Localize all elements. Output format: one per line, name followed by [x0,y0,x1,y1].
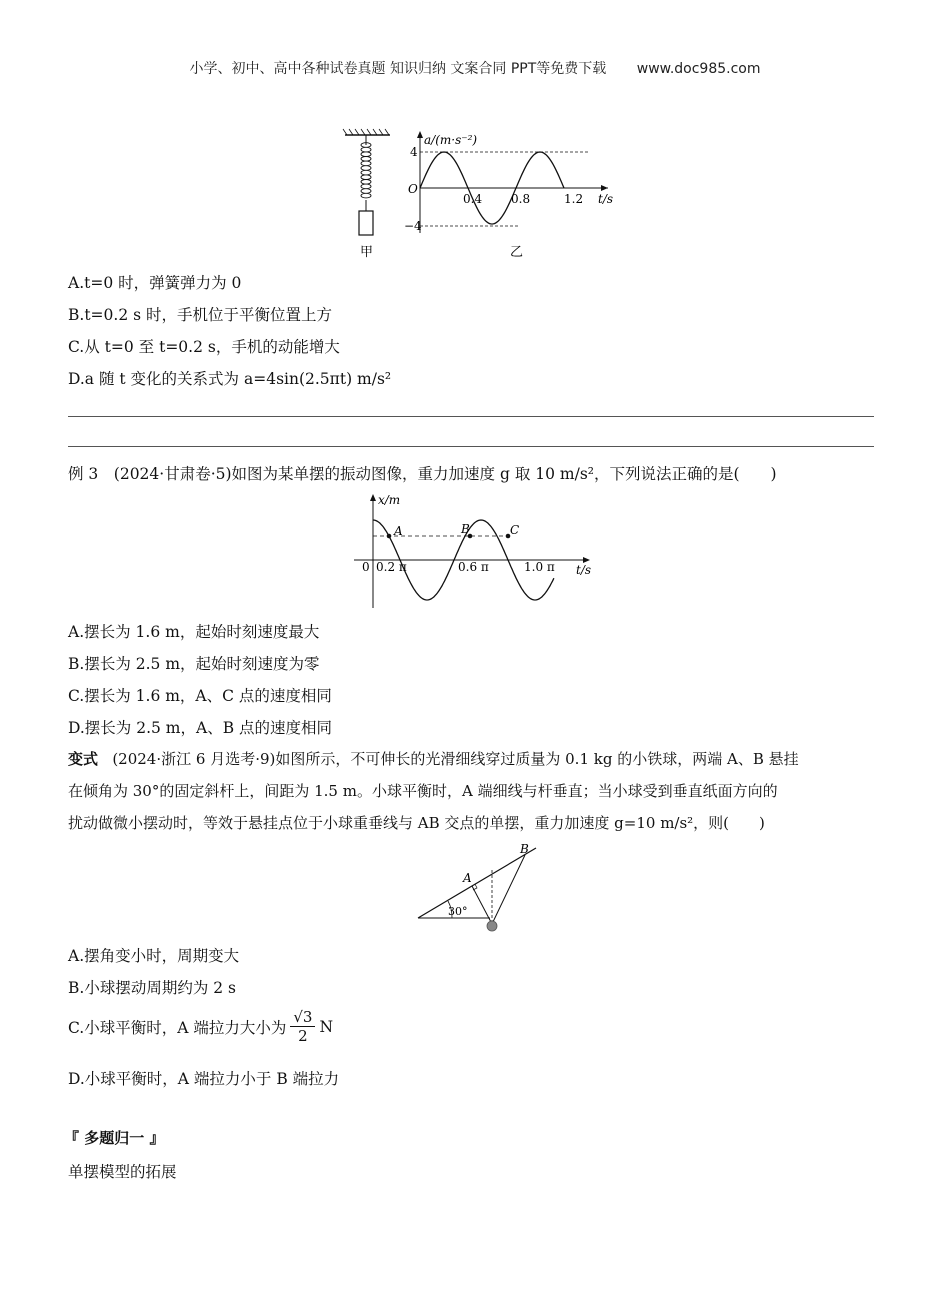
string-b [492,855,525,924]
variant-option-b: B.小球摆动周期约为 2 s [68,979,236,997]
option-d-prev: D.a 随 t 变化的关系式为 a=4sin(2.5πt) m/s² [68,370,392,388]
fraction-numerator: √3 [290,1008,315,1027]
spring-apparatus [343,129,390,235]
fraction-denominator: 2 [298,1027,308,1045]
option-c-text: C.小球平衡时，A 端拉力大小为 [68,1018,287,1037]
option-c-prev: C.从 t=0 至 t=0.2 s，手机的动能增大 [68,338,340,356]
t-tick-0-6pi: 0.6 π [458,560,489,574]
example3-option-b: B.摆长为 2.5 m，起始时刻速度为零 [68,655,320,673]
t-tick-0-2pi: 0.2 π [376,560,407,574]
figure-3 [410,840,550,936]
example3-option-a: A.摆长为 1.6 m，起始时刻速度最大 [68,623,320,641]
label-b: B [520,842,529,856]
y-tick-4: 4 [410,145,418,159]
x-xlabel: t/s [576,563,592,577]
option-b-prev: B.t=0.2 s 时，手机位于平衡位置上方 [68,306,332,324]
figure-2 [340,490,600,612]
x-tick-0-8: 0.8 [511,192,531,206]
x-ylabel: x/m [378,493,401,507]
variant-stem-1: (2024·浙江 6 月选考·9)如图所示，不可伸长的光滑细线穿过质量为 0.1 kg 的小铁球，两端 A、B 悬挂 [112,750,799,768]
header-text: 小学、初中、高中各种试卷真题 知识归纳 文案合同 PPT等免费下载 [189,61,607,77]
label-a: A [463,871,472,885]
section-subtitle: 单摆模型的拓展 [68,1163,177,1181]
example3-stem: 例 3 (2024·甘肃卷·5)如图为某单摆的振动图像，重力加速度 g 取 10 m/s²，下列说法正确的是( ) [68,465,777,483]
iron-ball [487,921,497,931]
phone-box [359,211,373,235]
variant-option-c [68,1008,333,1045]
a-t-graph [404,131,613,233]
x-origin: 0 [362,560,370,574]
y-tick-neg4: −4 [404,219,422,233]
spring-coils [361,143,371,198]
divider-1 [68,416,874,417]
label-yi: 乙 [510,245,524,260]
variant-label: 变式 [68,750,99,768]
t-tick-1-0pi: 1.0 π [524,560,555,574]
divider-2 [68,446,874,447]
x-tick-1-2: 1.2 [564,192,584,206]
figure-1 [330,125,630,265]
a-xlabel: t/s [598,192,614,206]
example3-option-d: D.摆长为 2.5 m，A、B 点的速度相同 [68,719,333,737]
header-url[interactable]: www.doc985.com [636,61,761,77]
inclined-rod [418,848,536,918]
example3-option-c: C.摆长为 1.6 m，A、C 点的速度相同 [68,687,332,705]
option-a-prev: A.t=0 时，弹簧弹力为 0 [68,274,242,292]
label-jia: 甲 [360,245,374,260]
variant-stem-line-1 [68,748,799,769]
label-point-c: C [510,523,520,537]
fraction [290,1008,315,1045]
a-origin: O [408,182,418,196]
variant-stem-line-2: 在倾角为 30°的固定斜杆上，间距为 1.5 m。小球平衡时，A 端细线与杆垂直；当小球受到垂直纸面方向的 [68,782,778,800]
section-title: 『 多题归一 』 [64,1129,165,1147]
variant-stem-line-3: 扰动做微小摆动时，等效于悬挂点位于小球重垂线与 AB 交点的单摆，重力加速度 g=10 m/s²，则( ) [68,814,765,832]
variant-option-d: D.小球平衡时，A 端拉力小于 B 端拉力 [68,1070,340,1088]
label-point-a: A [394,524,403,538]
angle-label: 30° [448,905,468,918]
a-ylabel: a/(m·s⁻²) [424,133,478,147]
page-header [0,58,950,78]
option-c-unit: N [319,1017,334,1036]
label-point-b: B [461,522,470,536]
variant-option-a: A.摆角变小时，周期变大 [68,947,240,965]
point-a [387,534,392,539]
x-tick-0-4: 0.4 [463,192,483,206]
